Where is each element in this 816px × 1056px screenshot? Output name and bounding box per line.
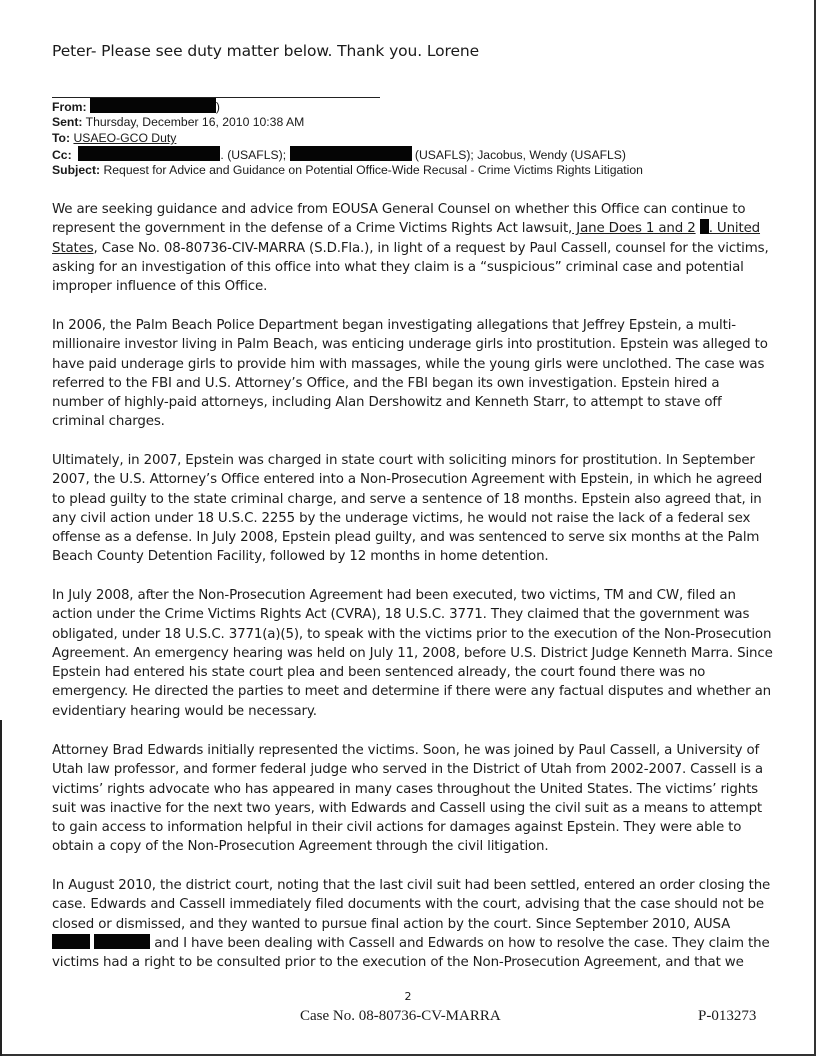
email-cc-row xyxy=(52,146,626,163)
paragraph-4 xyxy=(52,586,774,721)
redaction-block xyxy=(94,934,150,949)
cc-label: Cc: xyxy=(52,148,72,162)
from-tail: ) xyxy=(215,100,220,114)
case-caption-a: Jane Does 1 and 2 xyxy=(572,221,696,237)
p3-text: Ultimately, in 2007, Epstein was charged in state court with soliciting minors for prostitution. In September 2007, the U.S. Attorney’s Office entered into a Non-Prosecution Agreement with Epstein, in which he agreed to plead guilty to the state criminal charge, and serve a sentence of 18 months. Epstein also agreed that, in any civil action under 18 U.S.C. 2255 by the underage victims, he would not raise the lack of a federal sex offense as a defense. In July 2008, Epstein plead guilty, and was sentenced to serve six months at the Palm Beach County Detention Facility, followed by 12 months in home detention. xyxy=(52,453,763,565)
page-number: 2 xyxy=(404,990,412,1003)
paragraph-1 xyxy=(52,200,774,296)
paragraph-2 xyxy=(52,316,774,432)
cc-part1: . (USAFLS); xyxy=(220,148,287,162)
case-caption-b: . United States xyxy=(52,221,761,256)
paragraph-6 xyxy=(52,876,774,972)
footer-case-number: Case No. 08-80736-CV-MARRA xyxy=(300,1008,501,1024)
scan-edge-left xyxy=(0,720,2,1056)
footer-bates-number: P-013273 xyxy=(698,1008,757,1024)
p6-text-a: In August 2010, the district court, noting that the last civil suit had been settled, entered an order closing the case. Edwards and Cassell immediately filed documents with the court, advising that the case should not be closed or dismissed, and they wanted to pursue final action by the court. Since September 2010, AUSA xyxy=(52,878,771,932)
redaction-block xyxy=(290,146,412,161)
paragraph-3 xyxy=(52,451,774,567)
subject-label: Subject: xyxy=(52,163,101,177)
redaction-block xyxy=(90,98,216,113)
to-value: USAEO-GCO Duty xyxy=(73,131,177,145)
email-sent-row xyxy=(52,114,304,130)
email-to-row xyxy=(52,130,176,146)
from-label: From: xyxy=(52,100,87,114)
redaction-block xyxy=(700,219,709,234)
p1-text-a: We are seeking guidance and advice from EOUSA General Counsel on whether this Office can continue to represent the government in the defense of a Crime Victims Rights Act lawsuit, xyxy=(52,202,746,237)
p1-text-b: , Case No. 08-80736-CIV-MARRA (S.D.Fla.), in light of a request by Paul Cassell, counsel for the victims, asking for an investigation of this office into what they claim is a “suspicious” criminal case and potential improper influence of this Office. xyxy=(52,240,769,295)
to-label: To: xyxy=(52,131,71,145)
intro-note: Peter- Please see duty matter below. Thank you. Lorene xyxy=(52,42,480,60)
cc-part2: (USAFLS); Jacobus, Wendy (USAFLS) xyxy=(414,148,626,162)
p2-text: In 2006, the Palm Beach Police Department began investigating allegations that Jeffrey Epstein, a multi-millionaire investor living in Palm Beach, was enticing underage girls into prostitution. Epstein was alleged to have paid underage girls to provide him with massages, while the young girls were unclothed. The case was referred to the FBI and U.S. Attorney’s Office, and the FBI began its own investigation. Epstein hired a number of highly-paid attorneys, including Alan Dershowitz and Kenneth Starr, to attempt to stave off criminal charges. xyxy=(52,318,768,430)
p4-text: In July 2008, after the Non-Prosecution Agreement had been executed, two victims, TM and CW, filed an action under the Crime Victims Rights Act (CVRA), 18 U.S.C. 3771. They claimed that the government was obligated, under 18 U.S.C. 3771(a)(5), to speak with the victims prior to the execution of the Non-Prosecution Agreement. An emergency hearing was held on July 11, 2008, before U.S. District Judge Kenneth Marra. Since Epstein had entered his state court plea and been sentenced already, the court found there was no emergency. He directed the parties to meet and determine if there were any factual disputes and whether an evidentiary hearing would be necessary. xyxy=(52,588,773,719)
paragraph-5 xyxy=(52,741,774,857)
p6-text-b: and I have been dealing with Cassell and Edwards on how to resolve the case. They claim the victims had a right to be consulted prior to the execution of the Non-Prosecution Agreement, and that we xyxy=(52,935,770,971)
redaction-block xyxy=(78,146,220,161)
redaction-block xyxy=(52,934,90,949)
sent-label: Sent: xyxy=(52,115,83,129)
subject-value: Request for Advice and Guidance on Potential Office-Wide Recusal - Crime Victims Rights Litigation xyxy=(103,163,643,177)
sent-value: Thursday, December 16, 2010 10:38 AM xyxy=(85,115,305,129)
email-from-row xyxy=(52,98,220,115)
email-subject-row xyxy=(52,162,643,178)
p5-text: Attorney Brad Edwards initially represented the victims. Soon, he was joined by Paul Cassell, a University of Utah law professor, and former federal judge who served in the District of Utah from 2002-2007. Cassell is a victims’ rights advocate who has appeared in many cases throughout the United States. The victims’ rights suit was inactive for the next two years, with Edwards and Cassell using the civil suit as a means to attempt to gain access to information helpful in their civil actions for damages against Epstein. They were able to obtain a copy of the Non-Prosecution Agreement through the civil litigation. xyxy=(52,743,763,855)
